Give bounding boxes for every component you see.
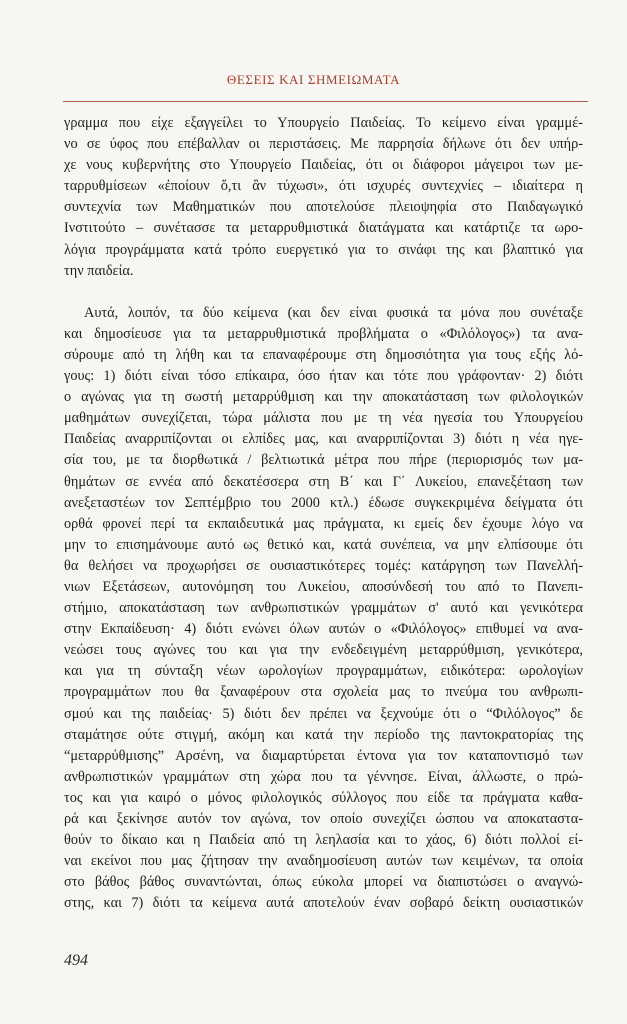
text-line: ανθρωπιστικών γραμμάτων στη χώρα που τα γέννησε. Είναι, άλλωστε, ο πρώ-	[64, 768, 583, 785]
text-line: θα θελήσει να προχωρήσει σε ουσιαστικότερες τομές: κατάργηση των Πανελλή-	[64, 557, 583, 574]
text-line: ταρρυθμίσεων «ἐποίουν ὅ,τι ἂν τύχωσι», ότι ισχυρές συντεχνίες – ιδιαίτερα η	[64, 178, 583, 195]
text-line: συντεχνία των Μαθηματικών που αποτελούσε πλειοψηφία στο Παιδαγωγικό	[64, 199, 583, 216]
paragraph-2	[64, 303, 583, 915]
text-line: στην Εκπαίδευση· 4) διότι ενώνει όλων αυτών ο «Φιλόλογος» επιθυμεί να ανα-	[64, 621, 583, 638]
text-line: ο αγώνας για τη σωστή μεταρρύθμιση και την αποκατάσταση των φιλολογικών	[64, 389, 583, 406]
text-line: Παιδείας αναρριπίζονται οι ελπίδες μας, και αναρριπίζονται 3) διότι η νέα ηγε-	[64, 431, 583, 448]
text-line: σία του, με τα διορθωτικά / βελτιωτικά μέτρα που πήρε (περιορισμός των μα-	[64, 452, 583, 469]
text-line: γραμμα που είχε εξαγγείλει το Υπουργείο Παιδείας. Το κείμενο είναι γραμμέ-	[64, 115, 583, 131]
text-line: μαθημάτων συνεχίζεται, τώρα μάλιστα που με τη νέα ηγεσία του Υπουργείου	[64, 410, 583, 427]
page-number: 494	[64, 952, 88, 969]
text-line: σύρουμε από τη λήθη και τα επαναφέρουμε στη δημοσιότητα για τους εξής λό-	[64, 346, 583, 363]
body-text	[64, 113, 583, 914]
text-line: ανεξεταστέων τον Σεπτέμβριο του 2000 κτλ.) έδωσε συγκεκριμένα δείγματα ότι	[64, 494, 583, 511]
running-head: ΘΕΣΕΙΣ ΚΑΙ ΣΗΜΕΙΩΜΑΤΑ	[226, 72, 401, 87]
text-line: νο σε ύφος που επέβαλλαν οι περιστάσεις. Με παρρησία δήλωνε ότι δεν υπήρ-	[64, 136, 583, 153]
text-line: νιων Εξετάσεων, αυτονόμηση του Λυκείου, αποσύνδεσή του από το Πανεπι-	[64, 578, 583, 595]
text-line: προγραμμάτων που θα ξαναφέρουν στα σχολεία μας το πνεύμα του ανθρωπι-	[64, 684, 583, 701]
text-line: Αυτά, λοιπόν, τα δύο κείμενα (και δεν είναι φυσικά τα μόνα που συνέταξε	[84, 304, 583, 321]
text-line: Ινστιτούτο – συνέτασσε τα μεταρρυθμιστικά διατάγματα και κατάρτιζε τα ωρο-	[64, 220, 583, 237]
text-line: ρά και ξεκίνησε αυτόν τον αγώνα, τον οποίο συνεχίζει ώσπου να αποκαταστα-	[64, 811, 583, 827]
text-line: “μεταρρύθμισης” Αρσένη, να διαμαρτύρεται έντονα για τον καταποντισμό των	[64, 747, 583, 764]
text-line: και για τη σύνταξη νέων ωρολογίων προγραμμάτων, ειδικότερα: ωρολογίων	[64, 663, 583, 680]
text-line: λόγια προγράμματα κατά τρόπο ευεργετικό για το σινάφι της και βλαπτικό για	[64, 241, 583, 258]
text-line: θημάτων σε εννέα από δεκατέσσερα στη Β΄ και Γ΄ Λυκείου, επανεξέταση των	[64, 473, 583, 490]
text-line: νεώσει τους αγώνες του και για την ενδεδειγμένη μεταρρύθμιση, γενικότερα,	[64, 642, 583, 659]
text-line: χε νους κυβερνήτης στο Υπουργείο Παιδείας, ότι οι διάφοροι μάγειροι των με-	[64, 157, 583, 174]
text-line: ναι εκείνοι που μας ζήτησαν την αναδημοσίευση αυτών των κειμένων, τα οποία	[64, 853, 583, 870]
text-line: στήμιο, αποκατάσταση των ανθρωπιστικών γραμμάτων σ' αυτό και γενικότερα	[64, 600, 583, 617]
text-line: σμού και της παιδείας· 5) διότι δεν πρέπει να ξεχνούμε ότι ο “Φιλόλογος” δε	[64, 705, 583, 722]
text-line: την παιδεία.	[64, 262, 134, 279]
text-line: στης, και 7) διότι τα κείμενα αυτά αποτελούν έναν σοβαρό δείκτη ουσιαστικών	[64, 895, 583, 912]
text-line: στο βάθος βάθος συναντώνται, όπως εύκολα μπορεί να διαπιστώσει ο αναγνώ-	[64, 874, 583, 891]
text-line: ορθά φρονεί περί τα εκπαιδευτικά μας πράγματα, κι εμείς δεν έχουμε λόγο να	[64, 515, 583, 532]
text-line: τος και για καιρό ο μόνος φιλολογικός σύλλογος που είδε τα πράγματα καθα-	[64, 789, 583, 806]
paragraph-1	[64, 113, 583, 282]
text-line: και δημοσίευσε για τα μεταρρυθμιστικά προβλήματα ο «Φιλόλογος») τα ανα-	[64, 325, 583, 342]
header-rule	[63, 101, 588, 102]
text-line: θούν το δίκαιο και η Παιδεία από τη λεηλασία και το χάος, 6) διότι πολλοί εί-	[64, 832, 583, 849]
text-line: σταμάτησε ούτε στιγμή, ακόμη και κατά την περίοδο της παντοκρατορίας της	[64, 726, 583, 743]
text-line: μην το επισημάνουμε αυτό ως θετικό και, κατά συνέπεια, να μην ελπίσουμε ότι	[64, 536, 583, 553]
text-line: γους: 1) διότι είναι τόσο επίκαιρα, όσο ήταν και τότε που γράφονταν· 2) διότι	[64, 368, 583, 385]
